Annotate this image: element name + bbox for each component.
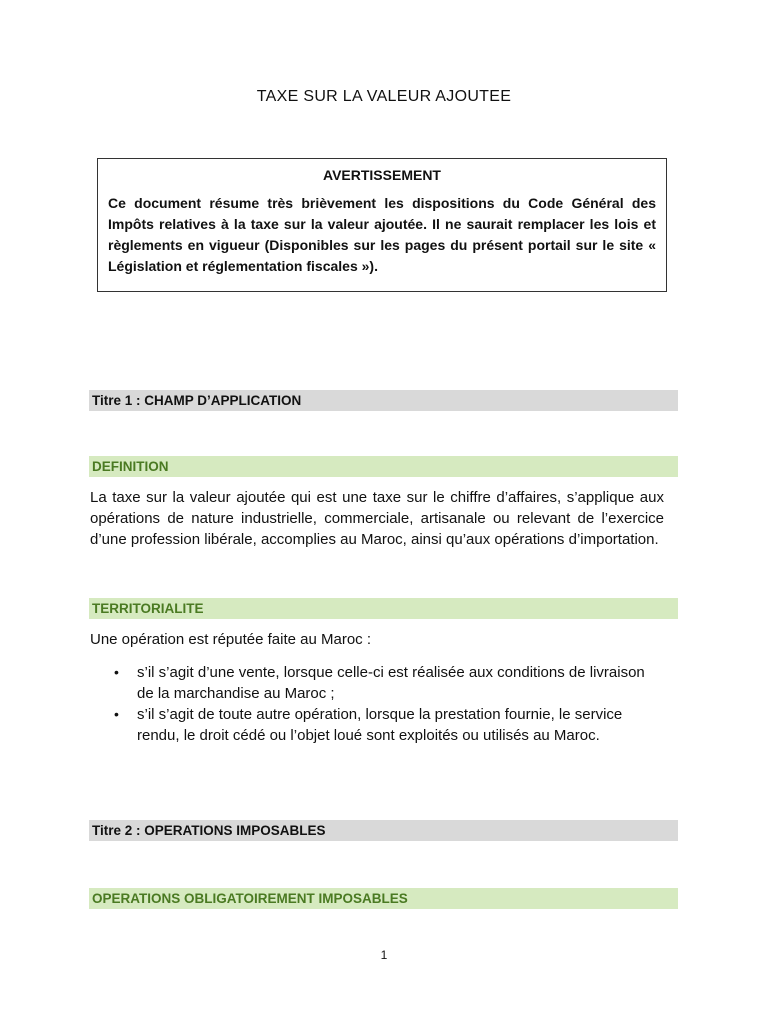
list-item (90, 704, 664, 746)
bullet-icon: • (114, 706, 119, 722)
definition-paragraph: La taxe sur la valeur ajoutée qui est une taxe sur le chiffre d’affaires, s’applique aux opérations de nature industrielle, commerciale, artisanale ou relevant de l’exercice d’une profession libérale, accomplies au Maroc, ainsi qu’aux opérations d’importation. (90, 489, 664, 548)
territorialite-intro: Une opération est réputée faite au Maroc : (90, 631, 372, 648)
list-item (90, 662, 664, 704)
warning-notice-box (97, 158, 667, 292)
page-number: 1 (380, 948, 388, 962)
heading-operations-obligatoirement-imposables: OPERATIONS OBLIGATOIREMENT IMPOSABLES (89, 888, 678, 909)
bullet-icon: • (114, 664, 119, 680)
notice-text: Ce document résume très brièvement les dispositions du Code Général des Impôts relatives à la taxe sur la valeur ajoutée. Il ne saurait remplacer les lois et règlements en vigueur (Disponibles sur les pages du présent portail sur le site « Législation et réglementation fiscales »). (108, 195, 656, 274)
section-titre-2: Titre 2 : OPERATIONS IMPOSABLES (89, 820, 678, 841)
heading-definition: DEFINITION (89, 456, 678, 477)
section-titre-1: Titre 1 : CHAMP D’APPLICATION (89, 390, 678, 411)
bullet-text: s’il s’agit de toute autre opération, lorsque la prestation fournie, le service rendu, le droit cédé ou l’objet loué sont exploités ou utilisés au Maroc. (137, 706, 623, 744)
notice-heading: AVERTISSEMENT (323, 167, 441, 183)
bullet-text: s’il s’agit d’une vente, lorsque celle-ci est réalisée aux conditions de livraison de la marchandise au Maroc ; (137, 664, 645, 702)
heading-territorialite: TERRITORIALITE (89, 598, 678, 619)
document-title: TAXE SUR LA VALEUR AJOUTEE (256, 88, 512, 105)
territorialite-bullet-list (90, 662, 664, 746)
